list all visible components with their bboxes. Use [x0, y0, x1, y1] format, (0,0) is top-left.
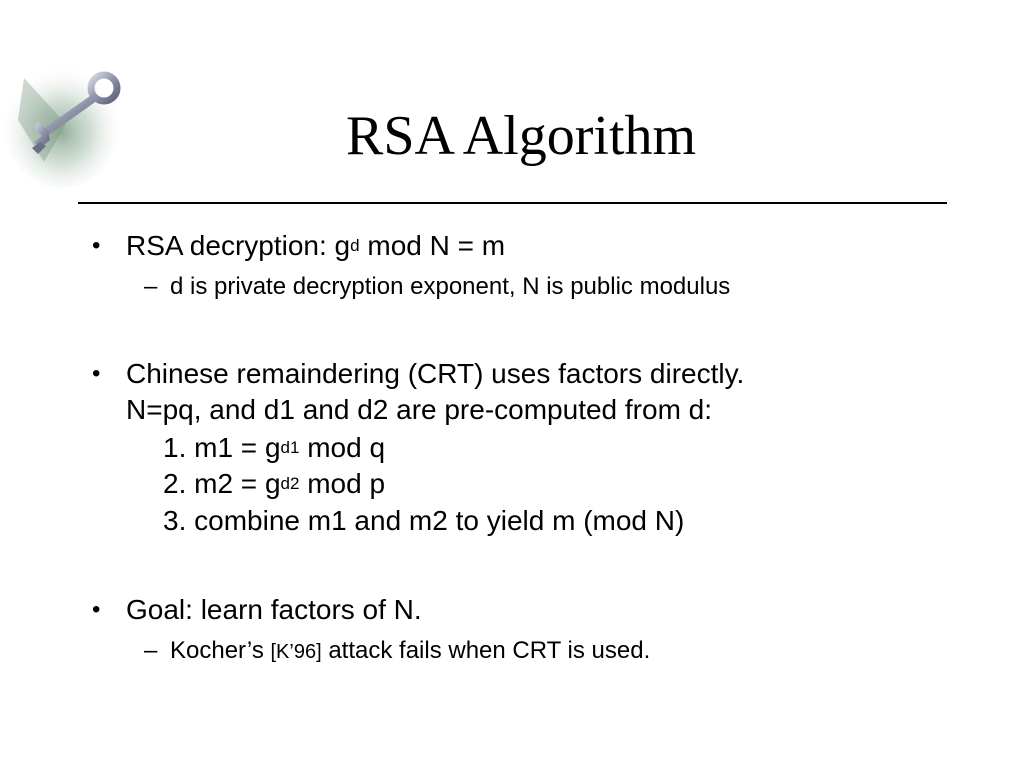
exponent: d [350, 236, 360, 255]
slide-title: RSA Algorithm [346, 105, 697, 167]
citation: [K’96] [270, 641, 322, 663]
bullet-marker: • [92, 232, 101, 259]
bullet-text: mod N = m [359, 230, 506, 261]
sub-bullet-kocher: Kocher’s [K’96] attack fails when CRT is used. [170, 637, 651, 664]
crt-step-3: 3. combine m1 and m2 to yield m (mod N) [163, 505, 685, 536]
bullet-text: RSA decryption: g [126, 230, 351, 261]
bullet-goal: Goal: learn factors of N. [126, 594, 422, 625]
crt-step-1: 1. $m1 = g^{d1}$ mod q [163, 432, 386, 463]
sub-bullet-text: d is private decryption exponent, N is public modulus [170, 273, 731, 300]
sub-bullet-marker: – [144, 637, 158, 664]
bullet-marker: • [92, 596, 101, 623]
bullet-crt-line-2: N=pq, and d1 and d2 are pre-computed from d: [126, 394, 713, 425]
crt-step-2: 2. $m2 = g^{d2}$ mod p [163, 468, 386, 499]
bullet-crt-line-1: Chinese remaindering (CRT) uses factors directly. [126, 358, 745, 389]
sub-bullet-marker: – [144, 273, 158, 300]
bullet-marker: • [92, 360, 101, 387]
bullet-rsa-decryption [126, 228, 505, 264]
exponent: d1 [280, 438, 300, 457]
exponent: d2 [280, 474, 300, 493]
